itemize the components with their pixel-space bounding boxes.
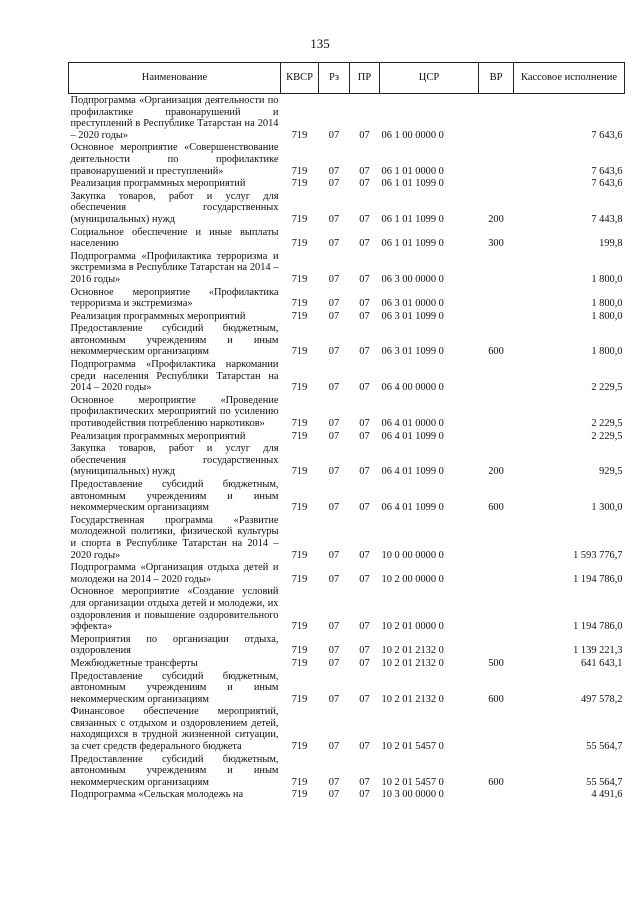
row-rz: 07 bbox=[328, 466, 340, 478]
row-rz: 07 bbox=[328, 273, 340, 285]
row-amount: 1 800,0 bbox=[591, 310, 623, 322]
row-name: Основное мероприятие «Совершенствование деятельности по профилактике правонарушений и преступлений» bbox=[70, 142, 279, 177]
row-rz: 07 bbox=[328, 657, 340, 669]
row-rz: 07 bbox=[328, 178, 340, 190]
table-row bbox=[69, 633, 625, 657]
row-name: Подпрограмма «Организация деятельности по профилактике правонарушений и преступлений в Республике Татарстан на 2014 – 2020 годы» bbox=[70, 95, 279, 141]
row-pr: 07 bbox=[359, 310, 370, 322]
row-vr: 500 bbox=[488, 657, 504, 669]
page-number: 135 bbox=[310, 36, 330, 51]
row-pr: 07 bbox=[359, 741, 370, 753]
row-csr: 06 4 00 0000 0 bbox=[381, 382, 444, 394]
header-rz: Рз bbox=[319, 63, 350, 94]
row-name: Подпрограмма «Сельская молодежь на bbox=[70, 789, 244, 801]
row-amount: 2 229,5 bbox=[591, 418, 623, 430]
row-kvsr: 719 bbox=[291, 178, 308, 190]
table-row bbox=[69, 358, 625, 394]
row-csr: 06 3 01 1099 0 bbox=[381, 346, 444, 358]
table-row bbox=[69, 753, 625, 789]
row-pr: 07 bbox=[359, 693, 370, 705]
row-csr: 06 4 01 1099 0 bbox=[381, 430, 444, 442]
row-amount: 929,5 bbox=[599, 466, 623, 478]
row-vr bbox=[479, 141, 514, 177]
row-rz: 07 bbox=[328, 165, 340, 177]
row-kvsr: 719 bbox=[291, 238, 308, 250]
row-csr: 06 3 01 0000 0 bbox=[381, 298, 444, 310]
table-row bbox=[69, 585, 625, 632]
row-rz: 07 bbox=[328, 213, 340, 225]
row-rz: 07 bbox=[328, 502, 340, 514]
table-row bbox=[69, 190, 625, 226]
row-amount: 7 643,6 bbox=[591, 129, 623, 141]
row-rz: 07 bbox=[328, 238, 340, 250]
row-rz: 07 bbox=[328, 418, 340, 430]
table-row bbox=[69, 478, 625, 514]
row-pr: 07 bbox=[359, 430, 370, 442]
row-csr: 10 2 01 5457 0 bbox=[381, 741, 444, 753]
row-vr bbox=[479, 430, 514, 443]
row-pr: 07 bbox=[359, 466, 370, 478]
table-row bbox=[69, 657, 625, 670]
row-amount: 4 491,6 bbox=[591, 789, 623, 801]
row-vr bbox=[479, 94, 514, 142]
row-pr: 07 bbox=[359, 789, 370, 801]
row-kvsr: 719 bbox=[291, 573, 308, 585]
row-name: Предоставление субсидий бюджетным, автономным учреждениям и иным некоммерческим организациям bbox=[70, 479, 279, 514]
row-kvsr: 719 bbox=[291, 165, 308, 177]
row-name: Основное мероприятие «Создание условий для организации отдыха детей и молодежи, их оздоровления и повышение оздоровительного эффекта» bbox=[70, 586, 279, 633]
header-name: Наименование bbox=[69, 63, 281, 94]
row-vr: 200 bbox=[488, 213, 504, 225]
row-name: Мероприятия по организации отдыха, оздоровления bbox=[70, 633, 279, 657]
row-pr: 07 bbox=[359, 213, 370, 225]
row-name: Финансовое обеспечение мероприятий, связанных с отдыхом и оздоровлением детей, находящихся в трудной жизненной ситуации, за счет средств федерального бюджета bbox=[70, 706, 279, 753]
header-vr: ВР bbox=[479, 63, 514, 94]
row-rz: 07 bbox=[328, 621, 340, 633]
row-amount: 1 300,0 bbox=[591, 502, 623, 514]
header-csr: ЦСР bbox=[380, 63, 479, 94]
row-kvsr: 719 bbox=[291, 657, 308, 669]
header-pr: ПР bbox=[350, 63, 380, 94]
table-row bbox=[69, 310, 625, 323]
row-pr: 07 bbox=[359, 273, 370, 285]
row-csr: 10 0 00 0000 0 bbox=[381, 549, 444, 561]
row-pr: 07 bbox=[359, 298, 370, 310]
table-row bbox=[69, 322, 625, 358]
row-pr: 07 bbox=[359, 776, 370, 788]
row-vr: 600 bbox=[488, 776, 504, 788]
header-amount: Кассовое исполнение bbox=[514, 63, 625, 94]
row-csr: 10 3 00 0000 0 bbox=[381, 789, 444, 801]
row-kvsr: 719 bbox=[291, 382, 308, 394]
row-rz: 07 bbox=[328, 346, 340, 358]
row-pr: 07 bbox=[359, 382, 370, 394]
row-vr bbox=[479, 633, 514, 657]
row-rz: 07 bbox=[328, 129, 340, 141]
row-pr: 07 bbox=[359, 238, 370, 250]
table-body bbox=[69, 94, 625, 802]
table-row bbox=[69, 705, 625, 752]
row-vr bbox=[479, 585, 514, 632]
row-rz: 07 bbox=[328, 776, 340, 788]
row-pr: 07 bbox=[359, 129, 370, 141]
table-row bbox=[69, 177, 625, 190]
table-row bbox=[69, 670, 625, 706]
row-vr bbox=[479, 286, 514, 310]
row-pr: 07 bbox=[359, 645, 370, 657]
row-rz: 07 bbox=[328, 693, 340, 705]
row-kvsr: 719 bbox=[291, 418, 308, 430]
row-vr bbox=[479, 561, 514, 585]
row-name: Закупка товаров, работ и услуг для обеспечения государственных (муниципальных) нужд bbox=[70, 190, 279, 225]
row-pr: 07 bbox=[359, 657, 370, 669]
row-amount: 2 229,5 bbox=[591, 430, 623, 442]
row-rz: 07 bbox=[328, 382, 340, 394]
row-csr: 06 3 00 0000 0 bbox=[381, 273, 444, 285]
row-csr: 10 2 01 2132 0 bbox=[381, 645, 444, 657]
row-amount: 641 643,1 bbox=[580, 657, 623, 669]
table-row bbox=[69, 250, 625, 286]
row-name: Подпрограмма «Профилактика терроризма и экстремизма в Республике Татарстан на 2014 – 2016 годы» bbox=[70, 250, 279, 285]
row-amount: 1 194 786,0 bbox=[573, 621, 623, 633]
row-name: Основное мероприятие «Профилактика терроризма и экстремизма» bbox=[70, 286, 279, 310]
row-amount: 199,8 bbox=[599, 238, 623, 250]
row-amount: 1 800,0 bbox=[591, 298, 623, 310]
row-amount: 497 578,2 bbox=[580, 693, 623, 705]
row-csr: 06 1 01 1099 0 bbox=[381, 238, 444, 250]
row-kvsr: 719 bbox=[291, 776, 308, 788]
row-name: Реализация программных мероприятий bbox=[70, 430, 246, 442]
row-csr: 06 3 01 1099 0 bbox=[381, 310, 444, 322]
row-kvsr: 719 bbox=[291, 298, 308, 310]
row-kvsr: 719 bbox=[291, 502, 308, 514]
row-pr: 07 bbox=[359, 573, 370, 585]
row-kvsr: 719 bbox=[291, 310, 308, 322]
row-vr bbox=[479, 514, 514, 561]
row-vr: 600 bbox=[488, 502, 504, 514]
row-amount: 2 229,5 bbox=[591, 382, 623, 394]
row-amount: 7 643,6 bbox=[591, 165, 623, 177]
row-kvsr: 719 bbox=[291, 789, 308, 801]
row-pr: 07 bbox=[359, 621, 370, 633]
row-amount: 1 194 786,0 bbox=[573, 573, 623, 585]
row-csr: 06 1 01 0000 0 bbox=[381, 165, 444, 177]
row-vr: 300 bbox=[488, 238, 504, 250]
row-csr: 06 1 01 1099 0 bbox=[381, 178, 444, 190]
table-row bbox=[69, 514, 625, 561]
row-name: Основное мероприятие «Проведение профилактических мероприятий по усилению противодействия потреблению наркотиков» bbox=[70, 394, 279, 430]
row-vr: 200 bbox=[488, 466, 504, 478]
row-amount: 1 800,0 bbox=[591, 273, 623, 285]
table-row bbox=[69, 430, 625, 443]
row-rz: 07 bbox=[328, 789, 340, 801]
row-csr: 10 2 00 0000 0 bbox=[381, 573, 444, 585]
row-rz: 07 bbox=[328, 310, 340, 322]
table-header-row bbox=[69, 63, 625, 94]
row-pr: 07 bbox=[359, 418, 370, 430]
row-kvsr: 719 bbox=[291, 346, 308, 358]
row-csr: 06 4 01 1099 0 bbox=[381, 466, 444, 478]
row-csr: 10 2 01 2132 0 bbox=[381, 693, 444, 705]
table-row bbox=[69, 286, 625, 310]
row-vr bbox=[479, 394, 514, 430]
row-csr: 10 2 01 5457 0 bbox=[381, 776, 444, 788]
table-row bbox=[69, 788, 625, 801]
budget-execution-table bbox=[68, 62, 625, 801]
table-row bbox=[69, 442, 625, 478]
row-csr: 06 1 00 0000 0 bbox=[381, 129, 444, 141]
row-name: Реализация программных мероприятий bbox=[70, 178, 246, 190]
row-vr bbox=[479, 250, 514, 286]
row-kvsr: 719 bbox=[291, 741, 308, 753]
row-amount: 1 139 221,3 bbox=[573, 645, 623, 657]
row-kvsr: 719 bbox=[291, 273, 308, 285]
row-vr bbox=[479, 358, 514, 394]
row-rz: 07 bbox=[328, 430, 340, 442]
row-name: Подпрограмма «Организация отдыха детей и молодежи на 2014 – 2020 годы» bbox=[70, 562, 279, 585]
row-vr bbox=[479, 788, 514, 801]
row-kvsr: 719 bbox=[291, 466, 308, 478]
row-name: Социальное обеспечение и иные выплаты населению bbox=[70, 226, 279, 250]
row-vr bbox=[479, 310, 514, 323]
row-pr: 07 bbox=[359, 165, 370, 177]
row-csr: 06 1 01 1099 0 bbox=[381, 213, 444, 225]
row-pr: 07 bbox=[359, 346, 370, 358]
row-name: Государственная программа «Развитие молодежной политики, физической культуры и спорта в Республике Татарстан на 2014 – 2020 годы» bbox=[70, 514, 279, 561]
row-name: Предоставление субсидий бюджетным, автономным учреждениям и иным некоммерческим организациям bbox=[70, 323, 279, 358]
row-name: Подпрограмма «Профилактика наркомании среди населения Республики Татарстан на 2014 – 2020 годы» bbox=[70, 359, 279, 394]
row-vr: 600 bbox=[488, 346, 504, 358]
row-vr bbox=[479, 177, 514, 190]
row-amount: 7 443,8 bbox=[591, 213, 623, 225]
row-vr bbox=[479, 705, 514, 752]
row-amount: 1 800,0 bbox=[591, 346, 623, 358]
row-vr: 600 bbox=[488, 693, 504, 705]
row-name: Межбюджетные трансферты bbox=[70, 657, 198, 669]
table-row bbox=[69, 394, 625, 430]
table-row bbox=[69, 561, 625, 585]
row-name: Реализация программных мероприятий bbox=[70, 310, 246, 322]
row-amount: 1 593 776,7 bbox=[573, 549, 623, 561]
header-kvsr: КВСР bbox=[281, 63, 319, 94]
row-csr: 10 2 01 2132 0 bbox=[381, 657, 444, 669]
table-row bbox=[69, 94, 625, 142]
row-kvsr: 719 bbox=[291, 213, 308, 225]
row-name: Предоставление субсидий бюджетным, автономным учреждениям и иным некоммерческим организациям bbox=[70, 753, 279, 788]
row-rz: 07 bbox=[328, 549, 340, 561]
row-pr: 07 bbox=[359, 549, 370, 561]
row-csr: 06 4 01 1099 0 bbox=[381, 502, 444, 514]
row-rz: 07 bbox=[328, 741, 340, 753]
table-row bbox=[69, 226, 625, 250]
row-kvsr: 719 bbox=[291, 549, 308, 561]
row-amount: 55 564,7 bbox=[586, 741, 623, 753]
row-pr: 07 bbox=[359, 178, 370, 190]
row-amount: 55 564,7 bbox=[586, 776, 623, 788]
row-rz: 07 bbox=[328, 298, 340, 310]
row-kvsr: 719 bbox=[291, 645, 308, 657]
row-rz: 07 bbox=[328, 645, 340, 657]
row-csr: 10 2 01 0000 0 bbox=[381, 621, 444, 633]
row-pr: 07 bbox=[359, 502, 370, 514]
row-kvsr: 719 bbox=[291, 129, 308, 141]
row-amount: 7 643,6 bbox=[591, 178, 623, 190]
row-kvsr: 719 bbox=[291, 621, 308, 633]
row-kvsr: 719 bbox=[291, 430, 308, 442]
table-row bbox=[69, 141, 625, 177]
row-name: Предоставление субсидий бюджетным, автономным учреждениям и иным некоммерческим организациям bbox=[70, 670, 279, 705]
row-csr: 06 4 01 0000 0 bbox=[381, 418, 444, 430]
row-rz: 07 bbox=[328, 573, 340, 585]
row-name: Закупка товаров, работ и услуг для обеспечения государственных (муниципальных) нужд bbox=[70, 443, 279, 478]
row-kvsr: 719 bbox=[291, 693, 308, 705]
